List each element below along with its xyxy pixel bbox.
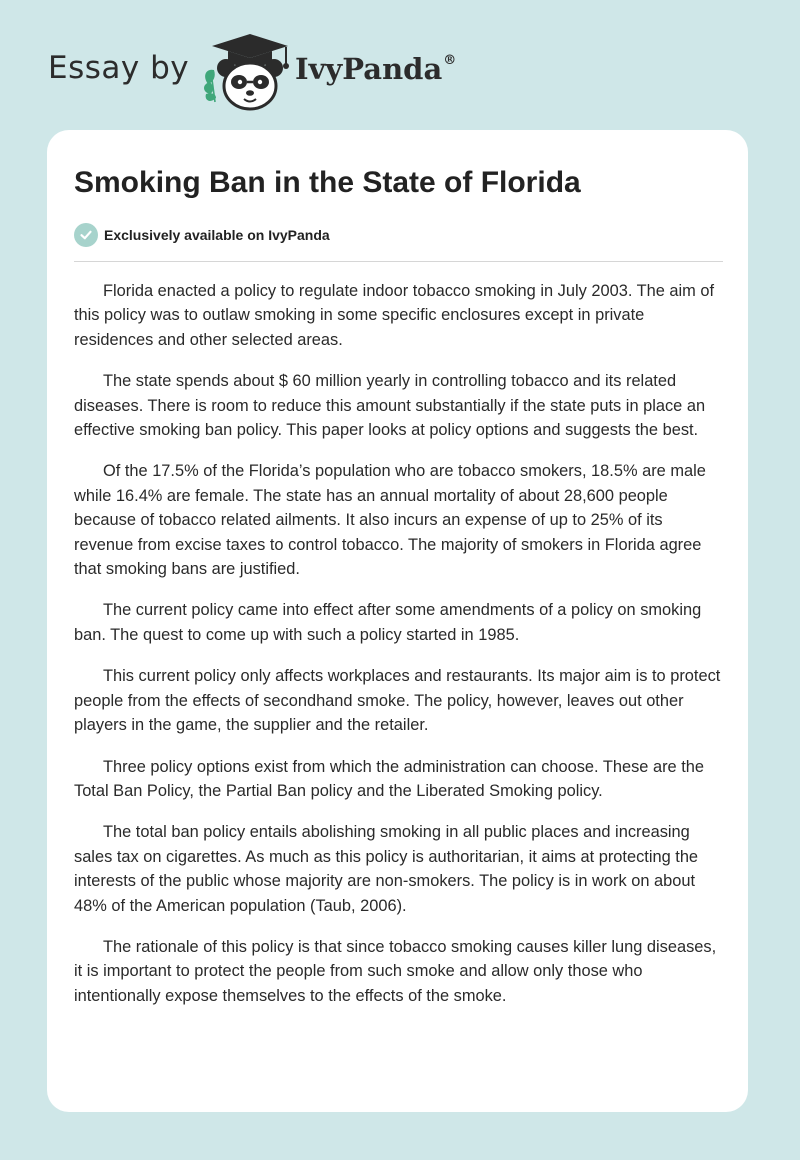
paragraph: The state spends about $ 60 million yearly in controlling tobacco and its related diseases. There is room to reduce this amount substantially if the state puts in place an effective smoking ban policy. This paper looks at policy options and suggests the best. [74,372,706,440]
panda-logo-icon[interactable] [200,32,292,112]
exclusive-badge [74,222,330,248]
paragraph: Of the 17.5% of the Florida’s population who are tobacco smokers, 18.5% are male while 16.4% are female. The state has an annual mortality of about 28,600 people because of tobacco related ailments. It also incurs an expense of up to 25% of its revenue from excise taxes to control tobacco. The majority of smokers in Florida agree that smoking bans are justified. [74,462,706,579]
paragraph: Florida enacted a policy to regulate indoor tobacco smoking in July 2003. The aim of this policy was to outlaw smoking in some specific enclosures except in private residences and other selected areas. [74,282,715,349]
check-icon [74,223,98,247]
paragraph: The rationale of this policy is that since tobacco smoking causes killer lung diseases, it is important to protect the people from such smoke and allow only those who intentionally expose themselves to the effects of the smoke. [74,937,717,1005]
site-header [48,28,508,118]
article-body [74,279,724,1025]
page-title: Smoking Ban in the State of Florida [74,166,581,199]
article-card [47,130,748,1112]
brand-text: IvyPanda [295,52,443,86]
paragraph: The total ban policy entails abolishing smoking in all public places and increasing sales tax on cigarettes. As much as this policy is authoritarian, it aims at protecting the interests of the public whose majority are non-smokers. The policy is in work on about 48% of the American population (Taub, 2006). [74,823,699,915]
brand-name[interactable] [295,52,456,86]
paragraph: Three policy options exist from which the administration can choose. These are the Total Ban Policy, the Partial Ban policy and the Liberated Smoking policy. [74,757,704,800]
exclusive-badge-label: Exclusively available on IvyPanda [104,227,330,243]
divider [74,261,723,262]
paragraph: The current policy came into effect after some amendments of a policy on smoking ban. The quest to come up with such a policy started in 1985. [74,601,702,644]
registered-mark: ® [443,53,457,69]
paragraph: This current policy only affects workplaces and restaurants. Its major aim is to protect people from the effects of secondhand smoke. The policy, however, leaves out other players in the game, the supplier and the retailer. [74,667,721,735]
essay-by-label: Essay by [48,50,190,86]
